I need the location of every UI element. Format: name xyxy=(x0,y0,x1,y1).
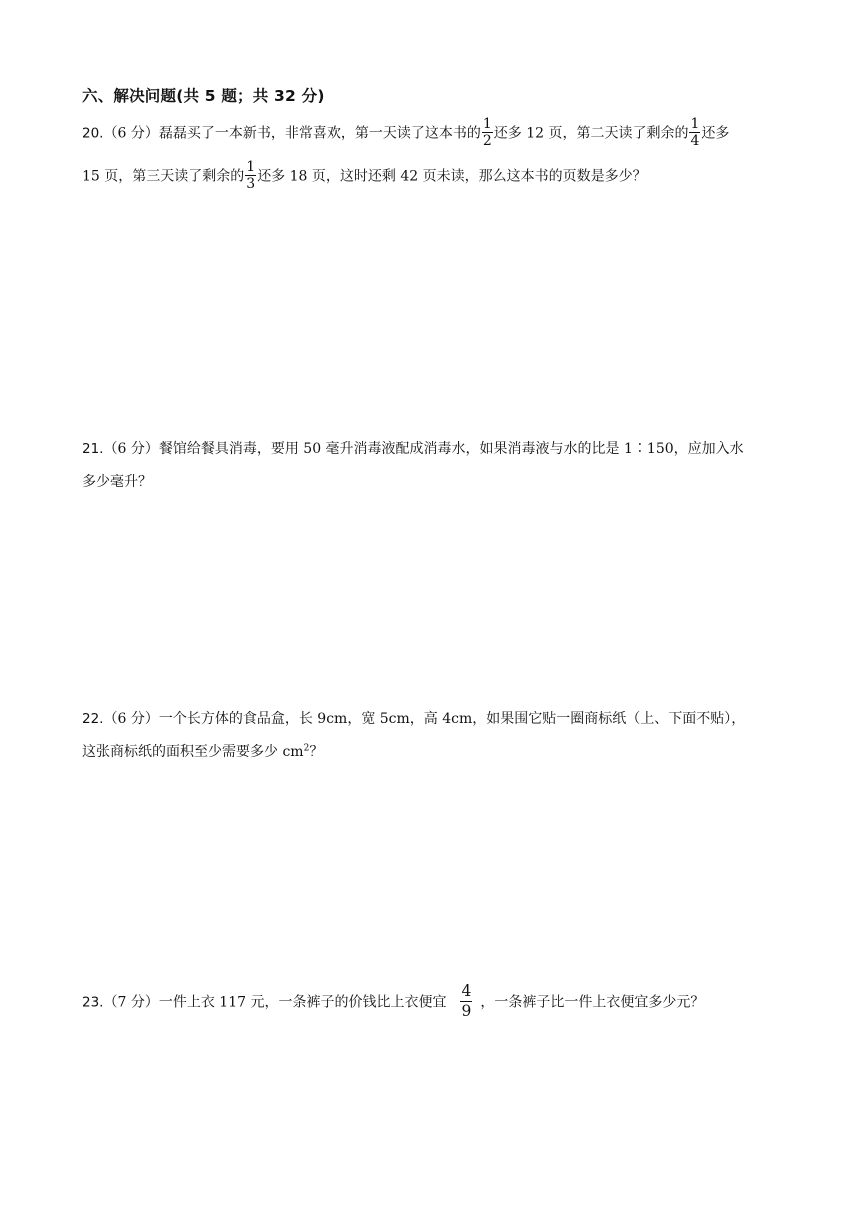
fraction-numerator: 1 xyxy=(690,116,700,132)
fraction xyxy=(482,116,493,149)
question-22-line-2 xyxy=(82,742,323,762)
question-text: 还多 12 页，第二天读了剩余的 xyxy=(493,125,689,142)
question-21-line-2 xyxy=(82,472,152,492)
question-20-line-1 xyxy=(82,117,729,150)
question-text: ？ xyxy=(309,744,324,760)
fraction-denominator: 2 xyxy=(482,133,492,149)
question-text: 多少毫升？ xyxy=(82,474,152,490)
fraction xyxy=(460,982,472,1021)
question-22-line-1 xyxy=(82,709,745,729)
question-text: 还多 18 页，这时还剩 42 页未读，那么这本书的页数是多少？ xyxy=(257,168,647,185)
fraction-denominator: 9 xyxy=(461,1002,472,1020)
question-text: 餐馆给餐具消毒，要用 50 毫升消毒液配成消毒水，如果消毒液与水的比是 1∶150，应加入水 xyxy=(158,441,744,457)
question-20-line-2 xyxy=(82,160,647,193)
question-points: （7 分） xyxy=(103,994,159,1011)
question-number: 23. xyxy=(82,994,104,1011)
question-number: 21. xyxy=(82,441,104,457)
fraction-numerator: 1 xyxy=(482,116,492,132)
fraction-denominator: 3 xyxy=(246,176,256,192)
fraction xyxy=(245,159,256,192)
question-text: 还多 xyxy=(701,125,730,142)
question-text: 一件上衣 117 元，一条裤子的价钱比上衣便宜 xyxy=(158,994,447,1011)
question-text: 一个长方体的食品盒，长 9cm，宽 5cm，高 4cm，如果围它贴一圈商标纸（上、下面不贴）， xyxy=(158,711,746,727)
question-points: （6 分） xyxy=(103,125,159,142)
section-title: 六、解决问题(共 5 题；共 32 分) xyxy=(82,87,325,105)
question-points: （6 分） xyxy=(103,711,159,727)
question-number: 20. xyxy=(82,125,104,142)
fraction xyxy=(689,116,700,149)
question-23-line-1 xyxy=(82,983,704,1022)
fraction-denominator: 4 xyxy=(690,133,700,149)
question-21-line-1 xyxy=(82,439,744,459)
question-text: 这张商标纸的面积至少需要多少 cm xyxy=(82,744,304,760)
question-text: 磊磊买了一本新书，非常喜欢，第一天读了这本书的 xyxy=(158,125,481,142)
question-text: ，一条裤子比一件上衣便宜多少元？ xyxy=(480,994,705,1011)
superscript: 2 xyxy=(303,743,310,754)
question-number: 22. xyxy=(82,711,104,727)
fraction-numerator: 4 xyxy=(461,982,472,1000)
question-text: 15 页，第三天读了剩余的 xyxy=(82,168,245,185)
question-points: （6 分） xyxy=(103,441,159,457)
fraction-numerator: 1 xyxy=(246,159,256,175)
